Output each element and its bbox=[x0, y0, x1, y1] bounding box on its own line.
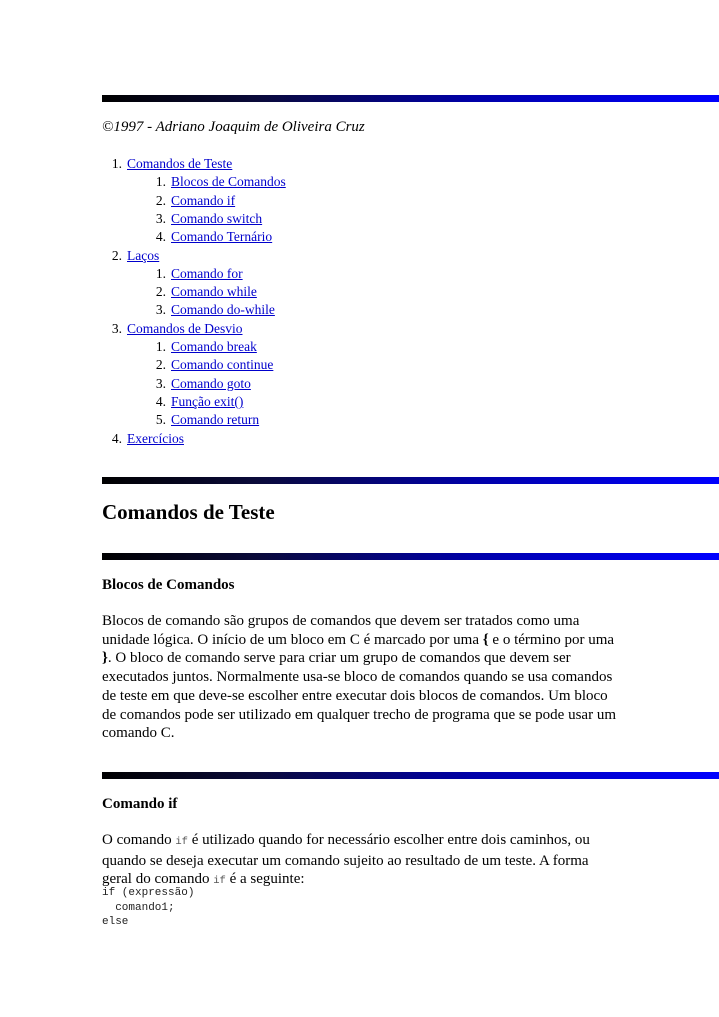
toc-link-comando-for[interactable]: Comando for bbox=[171, 265, 243, 281]
toc-item: 3. Comandos de Desvio bbox=[111, 320, 243, 336]
close-brace: } bbox=[102, 650, 108, 667]
toc-link-exercicios[interactable]: Exercícios bbox=[127, 430, 184, 446]
horizontal-rule-top bbox=[102, 95, 719, 102]
toc-link-comando-break[interactable]: Comando break bbox=[171, 339, 257, 354]
horizontal-rule-blocos bbox=[102, 553, 719, 560]
copyright-notice: ©1997 - Adriano Joaquim de Oliveira Cruz bbox=[102, 119, 365, 135]
toc-item: 1. Comandos de Teste bbox=[111, 156, 233, 171]
toc-link-blocos-de-comandos[interactable]: Blocos de Comandos bbox=[171, 174, 286, 190]
paragraph-comando-if: O comando if é utilizado quando for necessário escolher entre dois caminhos, ou quando se deseja executar um comando sujeito ao resultado de um teste. A forma geral do comando if é a seguinte: bbox=[102, 832, 590, 888]
toc-link-comando-goto[interactable]: Comando goto bbox=[171, 375, 251, 391]
horizontal-rule-section bbox=[102, 477, 719, 484]
toc-item: 2. Comando continue bbox=[155, 357, 274, 373]
toc-link-lacos[interactable]: Laços bbox=[127, 247, 160, 263]
toc-item: 1. Blocos de Comandos bbox=[155, 174, 286, 190]
toc-item: 1. Comando break bbox=[155, 339, 257, 354]
toc-link-comando-while[interactable]: Comando while bbox=[171, 284, 257, 300]
toc-link-comando-return[interactable]: Comando return bbox=[171, 412, 260, 428]
heading-blocos-de-comandos: Blocos de Comandos bbox=[102, 577, 235, 593]
toc-link-comando-ternario[interactable]: Comando Ternário bbox=[171, 229, 273, 245]
open-brace: { bbox=[482, 631, 489, 648]
toc-item: 3. Comando do-while bbox=[155, 302, 275, 318]
toc-item: 5. Comando return bbox=[155, 412, 260, 428]
toc-item: 1. Comando for bbox=[155, 265, 243, 281]
toc-link-comando-do-while[interactable]: Comando do-while bbox=[171, 302, 275, 318]
toc-link-comando-switch[interactable]: Comando switch bbox=[171, 210, 263, 226]
toc-item: 4. Comando Ternário bbox=[155, 229, 273, 245]
toc-item: 4. Exercícios bbox=[111, 430, 184, 446]
toc-link-funcao-exit[interactable]: Função exit() bbox=[171, 393, 244, 409]
paragraph-blocos: Blocos de comando são grupos de comandos que devem ser tratados como uma unidade lógica. O início de um bloco em C é marcado por uma { e o término por uma }. O bloco de comando serve para criar um grupo de comandos que devem ser executados juntos. Normalmente usa-se bloco de comandos quando se usa comandos de teste em que deve-se escolher entre executar dois blocos de comandos. Um bloco de comandos pode ser utilizado em qualquer trecho de programa que se pode usar um comando C. bbox=[102, 613, 616, 742]
toc-link-comandos-de-teste[interactable]: Comandos de Teste bbox=[127, 156, 233, 171]
horizontal-rule-if bbox=[102, 772, 719, 779]
toc-item: 2. Comando while bbox=[155, 284, 257, 300]
toc-item: 2. Comando if bbox=[155, 192, 236, 208]
toc-item: 4. Função exit() bbox=[155, 393, 244, 409]
heading-comando-if: Comando if bbox=[102, 796, 178, 812]
toc-item: 3. Comando switch bbox=[155, 210, 263, 226]
toc-item: 2. Laços bbox=[111, 247, 160, 263]
toc-link-comando-if[interactable]: Comando if bbox=[171, 192, 236, 208]
inline-code-if: if bbox=[213, 875, 226, 888]
inline-code-if: if bbox=[175, 836, 188, 848]
toc-link-comando-continue[interactable]: Comando continue bbox=[171, 357, 274, 373]
code-block-if-syntax: if (expressão) comando1; else bbox=[102, 887, 195, 928]
toc-item: 3. Comando goto bbox=[155, 375, 251, 391]
section-title-comandos-de-teste: Comandos de Teste bbox=[102, 500, 275, 524]
toc-link-comandos-de-desvio[interactable]: Comandos de Desvio bbox=[127, 320, 243, 336]
